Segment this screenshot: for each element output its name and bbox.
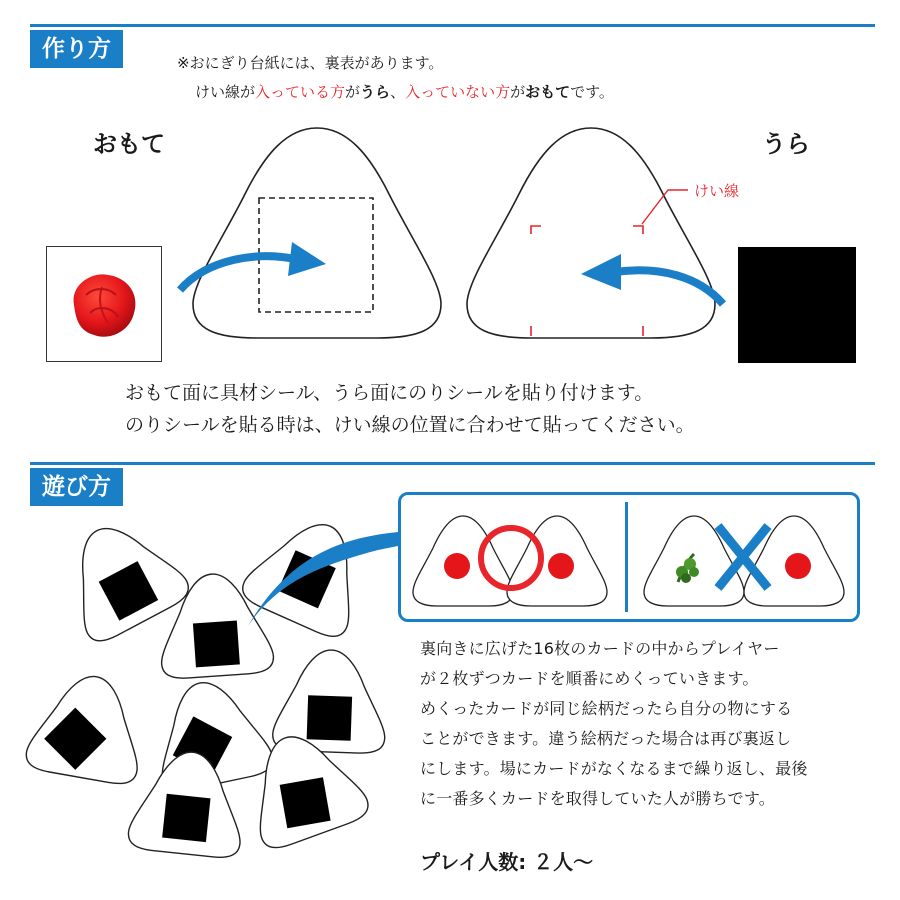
note-line-1: ※おにぎり台紙には、裏表があります。 [177, 54, 444, 72]
card-1 [47, 505, 194, 648]
umeboshi-icon [64, 265, 144, 345]
arrow-to-back-icon [575, 248, 735, 318]
note-line-2: けい線が入っている方がうら、入っていない方がおもてです。 [195, 83, 614, 101]
instruction-line-2: のりシールを貼る時は、けい線の位置に合わせて貼ってください。 [125, 414, 695, 436]
player-count: プレイ人数: ２人〜 [420, 850, 594, 874]
rules-line-4: ことができます。違う絵柄だった場合は再び裏返し [420, 729, 792, 748]
rules-line-2: が２枚ずつカードを順番にめくっていきます。 [420, 669, 759, 688]
comparison-divider [625, 502, 628, 612]
section1-rule [30, 24, 875, 27]
keisen-callout-line [640, 180, 700, 230]
mismatch-example [634, 504, 856, 614]
rules-line-6: に一番多くカードを取得していた人が勝ちです。 [420, 789, 775, 808]
flip-arrow-icon [248, 522, 418, 632]
keisen-label: けい線 [694, 182, 740, 200]
rules-line-5: にします。場にカードがなくなるまで繰り返し、最後 [420, 759, 808, 778]
nori-sticker-icon [738, 247, 856, 363]
section2-rule [30, 462, 875, 465]
instruction-line-1: おもて面に具材シール、うら面にのりシールを貼り付けます。 [125, 382, 654, 404]
section1-badge: 作り方 [30, 30, 123, 68]
onigiri-front-card [187, 122, 447, 342]
rules-line-3: めくったカードが同じ絵柄だったら自分の物にする [420, 699, 793, 718]
card-4 [24, 667, 152, 787]
rules-line-1: 裏向きに広げた16枚のカードの中からプレイヤー [420, 639, 780, 658]
section2-badge: 遊び方 [30, 468, 123, 506]
arrow-to-front-icon [176, 236, 336, 306]
umeboshi-icon [444, 553, 470, 579]
front-label: おもて [93, 130, 165, 158]
umeboshi-icon [548, 553, 574, 579]
back-label: うら [762, 130, 810, 158]
umeboshi-icon [785, 553, 811, 579]
rules-text-block [420, 634, 808, 814]
match-example [405, 504, 625, 614]
